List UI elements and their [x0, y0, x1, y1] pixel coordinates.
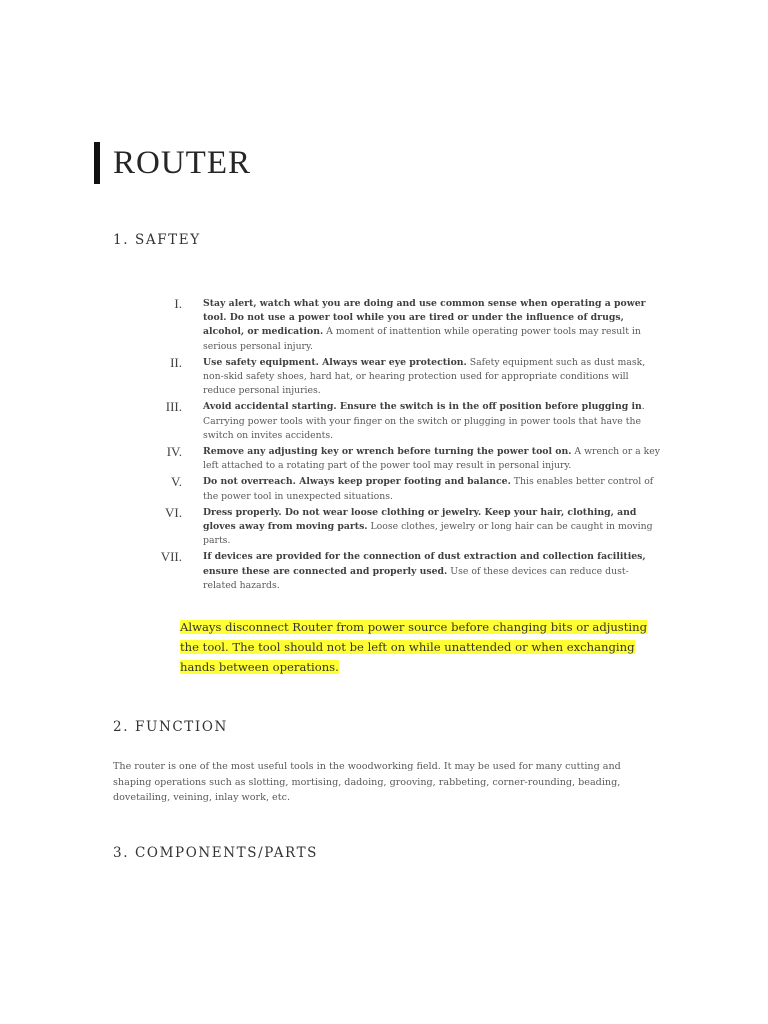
rule-bold-text: If devices are provided for the connection of dust extraction and collection facilities, ensure these are connected and properly used.: [203, 551, 646, 577]
section-label: COMPONENTS/PARTS: [135, 845, 319, 861]
section-label: SAFTEY: [135, 232, 201, 248]
rule-plain-text: A wrench or a key left attached to a rotating part of the power tool may result in personal injury.: [203, 446, 661, 472]
rule-bold-text: Avoid accidental starting. Ensure the switch is in the off position before plugging in: [203, 401, 642, 413]
rule-text: [203, 445, 660, 473]
highlighted-warning: [180, 617, 650, 677]
rule-text: [203, 297, 660, 354]
section-heading-function: [113, 719, 228, 735]
safety-rule: [150, 550, 660, 593]
rule-text: [203, 506, 660, 549]
rule-number: IV.: [166, 444, 182, 460]
rule-text: [203, 356, 660, 399]
safety-rule: [150, 356, 660, 399]
rule-bold-text: Do not overreach. Always keep proper footing and balance.: [203, 476, 511, 488]
page-title: ROUTER: [113, 145, 251, 181]
rule-plain-text: Loose clothes, jewelry or long hair can be caught in moving parts.: [203, 521, 653, 547]
title-accent-bar: [94, 142, 100, 184]
section-heading-safety: [113, 232, 201, 248]
section-label: FUNCTION: [135, 719, 228, 735]
section-number: 2.: [113, 719, 130, 735]
safety-rules-list: [150, 297, 660, 595]
rule-text: [203, 400, 660, 443]
safety-rule: [150, 445, 660, 473]
rule-number: V.: [171, 474, 182, 490]
rule-bold-text: Remove any adjusting key or wrench before turning the power tool on.: [203, 446, 572, 458]
safety-rule: [150, 400, 660, 443]
rule-plain-text: . Carrying power tools with your finger on the switch or plugging in power tools that have the switch on invites accidents.: [203, 401, 645, 441]
warning-text: Always disconnect Router from power source before changing bits or adjusting the tool. The tool should not be left on while unattended or when exchanging hands between operations.: [180, 620, 648, 674]
rule-plain-text: This enables better control of the power tool in unexpected situations.: [203, 476, 654, 502]
rule-plain-text: A moment of inattention while operating power tools may result in serious personal injury.: [203, 326, 641, 352]
rule-number: VII.: [160, 549, 182, 565]
section-number: 1.: [113, 232, 130, 248]
rule-text: [203, 475, 660, 503]
rule-text: [203, 550, 660, 593]
rule-number: III.: [165, 399, 182, 415]
section-heading-components: [113, 845, 318, 861]
safety-rule: [150, 475, 660, 503]
section-number: 3.: [113, 845, 130, 861]
rule-number: II.: [170, 354, 182, 370]
function-paragraph: The router is one of the most useful tools in the woodworking field. It may be used for many cutting and shaping operations such as slotting, mortising, dadoing, grooving, rabbeting, corner-rounding, beading, dovetailing, veining, inlay work, etc.: [113, 761, 621, 803]
rule-number: VI.: [165, 504, 182, 520]
rule-plain-text: Safety equipment such as dust mask, non-skid safety shoes, hard hat, or hearing protection used for appropriate conditions will reduce personal injuries.: [203, 356, 646, 397]
rule-plain-text: Use of these devices can reduce dust-related hazards.: [203, 565, 629, 591]
safety-rule: [150, 506, 660, 549]
safety-rule: [150, 297, 660, 354]
rule-bold-text: Use safety equipment. Always wear eye protection.: [203, 356, 467, 368]
rule-bold-text: Dress properly. Do not wear loose clothing or jewelry. Keep your hair, clothing, and gloves away from moving parts.: [203, 506, 637, 533]
rule-bold-text: Stay alert, watch what you are doing and use common sense when operating a power tool. Do not use a power tool while you are tired or under the influence of drugs, alcohol, or medication.: [203, 298, 646, 338]
rule-number: I.: [174, 296, 182, 311]
